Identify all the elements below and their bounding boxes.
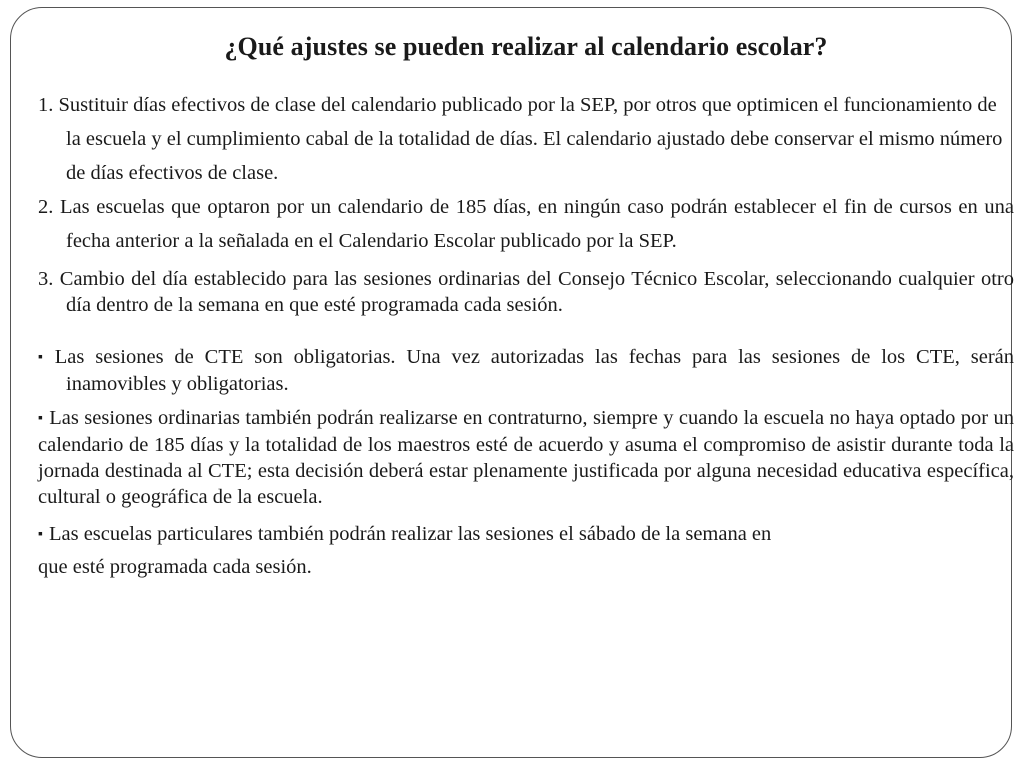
bullet-icon: ▪	[38, 411, 44, 426]
bullet-icon: ▪	[38, 350, 49, 365]
item-number: 1.	[38, 94, 54, 116]
numbered-item-3	[38, 266, 1014, 318]
item-number: 3.	[38, 268, 54, 290]
slide-title: ¿Qué ajustes se pueden realizar al calendario escolar?	[224, 32, 828, 61]
bullet-item-1	[38, 344, 1014, 397]
bullet-continuation: que esté programada cada sesión.	[38, 556, 312, 578]
numbered-item-1	[38, 88, 1014, 190]
bullet-item-2	[38, 405, 1014, 510]
bullet-text: Las sesiones de CTE son obligatorias. Una vez autorizadas las fechas para las sesiones de los CTE, serán inamovibles y obligatorias.	[54, 346, 1015, 395]
bullet-first-line: Las escuelas particulares también podrán realizar las sesiones el sábado de la semana en	[48, 523, 772, 545]
numbered-item-2	[38, 190, 1014, 258]
item-text: Las escuelas que optaron por un calendario de 185 días, en ningún caso podrán establecer el fin de cursos en una fecha anterior a la señalada en el Calendario Escolar publicado por la SEP.	[60, 196, 1015, 252]
bullet-first-line: Las sesiones ordinarias también podrán realizarse en contraturno, siempre y cuando la escuela	[49, 407, 825, 429]
item-text: Cambio del día establecido para las sesiones ordinarias del Consejo Técnico Escolar, seleccionando cualquier otro día dentro de la semana en que esté programada cada sesión.	[59, 268, 1014, 316]
item-number: 2.	[38, 196, 54, 218]
bullet-item-3	[38, 518, 1014, 583]
bullet-icon: ▪	[38, 527, 43, 542]
slide-content	[38, 30, 1014, 583]
item-text: Sustituir días efectivos de clase del calendario publicado por la SEP, por otros que optimicen el funcionamiento de la escuela y el cumplimiento cabal de la totalidad de días. El calendario ajustado debe conservar el mismo número de días efectivos de clase.	[58, 94, 1003, 184]
bullet-continuation: no haya optado por un calendario de 185 días y la totalidad de los maestros esté de acuerdo y asuma el compromiso de asistir durante toda la jornada destinada al CTE; esta decisión deberá estar plenamente justificada por alguna necesidad educativa específica, cultural o geográfica de la escuela.	[38, 407, 1015, 508]
